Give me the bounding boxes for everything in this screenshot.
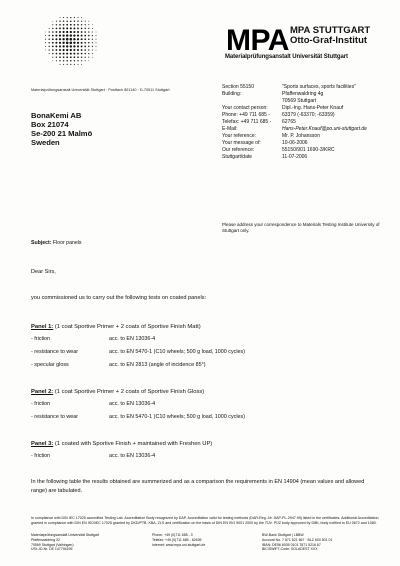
test-name: - resistance to wear (31, 414, 79, 420)
info-value: 70569 Stuttgart (282, 98, 317, 104)
info-label: Building: (222, 91, 242, 97)
logo-dot (84, 38, 86, 40)
logo-dot (88, 24, 89, 25)
test-name: - specular gloss (31, 362, 69, 368)
logo-dot (77, 42, 79, 44)
logo-dot (81, 31, 83, 33)
logo-dot (81, 24, 82, 25)
logo-dot (59, 31, 61, 33)
logo-dot (70, 24, 72, 26)
logo-dot (73, 42, 75, 44)
logo-dot (70, 17, 71, 18)
logo-dot (52, 60, 53, 61)
footer-contact (152, 533, 205, 547)
logo-dot (63, 31, 65, 33)
logo-dot (59, 35, 61, 37)
logo-dot (56, 53, 58, 55)
test-row (31, 349, 371, 357)
info-label: Stuttgart/date (222, 154, 253, 160)
logo-dot (55, 35, 57, 37)
panel-title: Panel 2: (31, 389, 54, 395)
test-standard: acc. to EN 2813 (angle of incidence 85°) (109, 362, 206, 368)
logo-dot (63, 60, 64, 61)
logo-dot (48, 42, 49, 43)
logo-dot (55, 42, 57, 44)
sender-address-line: Materialprüfungsanstalt Universität Stuttgart · Postfach 801140 · D-70511 Stuttgart (31, 88, 170, 92)
footer-line: Pfaffenwaldring 32 (31, 537, 60, 542)
logo-dot (77, 35, 79, 37)
logo-dot (92, 46, 93, 47)
logo-dot (66, 24, 68, 26)
logo-dot (81, 17, 82, 18)
logo-dot (55, 49, 57, 51)
intro-paragraph: you commissioned us to carry out the following tests on coated panels: (31, 295, 207, 301)
panel-heading (31, 324, 201, 331)
logo-dot (88, 42, 89, 43)
logo-dot (59, 45, 61, 47)
info-value: 62765 (282, 119, 296, 125)
test-name: - friction (31, 401, 51, 407)
mpa-logo-mark: MPA (226, 24, 289, 57)
logo-dot (88, 49, 89, 50)
logo-dot (59, 27, 61, 29)
logo-dot (81, 21, 82, 22)
panel-description: (1 coat Sportive Primer + 2 coats of Sportive Finish Gloss) (53, 389, 205, 395)
logo-dot (81, 42, 83, 44)
info-value: 10-06-2006 (282, 140, 308, 146)
logo-dot (77, 28, 79, 30)
info-row (222, 140, 392, 147)
footer-line: 70569 Stuttgart (Vaihingen) (31, 542, 74, 547)
info-value: Dipl.-Ing. Hans-Peter Knauf (282, 105, 344, 111)
logo-dot (88, 57, 89, 58)
logo-dot (81, 38, 83, 40)
info-value: Hans-Peter.Knauf@po.uni-stuttgart.de (282, 126, 367, 132)
footer-address (31, 533, 99, 552)
info-value: Pfaffenwaldring 4g (282, 91, 324, 97)
recipient-line: BonaKemi AB (31, 111, 82, 120)
logo-dot (77, 17, 78, 18)
logo-dot (55, 45, 57, 47)
logo-dot (81, 45, 83, 47)
logo-dot (84, 42, 86, 44)
logo-dot (59, 53, 61, 55)
logo-dot (52, 46, 54, 48)
footer-line: Account No. 7 871 521 667 · BLZ 600 501 01 (262, 537, 333, 542)
logo-dot (45, 42, 46, 43)
logo-dot (66, 45, 68, 47)
logo-dot (77, 31, 79, 33)
logo-dot (70, 34, 72, 36)
logo-dot (70, 20, 72, 22)
footer-line: IBAN: DE56 6005 0101 7871 5216 67 (262, 542, 321, 547)
logo-dot (84, 31, 86, 33)
info-label: Our reference: (222, 147, 255, 153)
logo-dot (77, 38, 79, 40)
logo-dot (84, 28, 85, 29)
logo-dot (77, 64, 78, 65)
logo-dot (49, 46, 50, 47)
logo-dot (45, 39, 46, 40)
logo-dot (59, 21, 60, 22)
logo-dot (59, 60, 60, 61)
logo-dot (84, 46, 86, 48)
logo-dot (62, 34, 64, 36)
test-row (31, 414, 371, 422)
logo-dot (74, 20, 75, 21)
accreditation-note: In compliance with DIN IEC 17025 accredited Testing Lab. Accreditation Body recognized by DAP. Accreditation valid for testing methods (DAR-Reg.-Nr. DAP-PL-2947.99) listed in the certificates. Additional Accreditation granted in compliance with DIN EN ISO/IEC 17025 granted by DKD/PTB, KBA, ZLS and certification on the basis of DIN EN ISO 9001 2000 by the TÜV. PÜZ body approved by DIBt, body notified to EU 0672 and 1080. (31, 516, 379, 525)
logo-dot (63, 56, 65, 58)
logo-dot (66, 34, 68, 36)
test-standard: acc. to EN 13036-4 (109, 453, 156, 459)
logo-dot (63, 53, 65, 55)
logo-dot (67, 17, 68, 18)
footer-line: USt.-ID-Nr. DE 147794196 (31, 547, 73, 552)
test-name: - friction (31, 336, 51, 342)
logo-dot (60, 17, 61, 18)
logo-dot (77, 24, 79, 26)
logo-dot (92, 28, 93, 29)
test-standard: acc. to EN 13036-4 (109, 401, 156, 407)
logo-dot (52, 28, 53, 29)
logo-dot (59, 38, 61, 40)
info-value: Mr. P. Johansson (282, 133, 320, 139)
logo-dot (66, 42, 69, 45)
logo-dot (92, 57, 93, 58)
logo-dot (85, 24, 86, 25)
logo-dot (85, 21, 86, 22)
logo-dot (52, 24, 53, 25)
logo-dot (52, 38, 54, 40)
logo-dot (73, 49, 75, 51)
info-row (222, 119, 392, 126)
logo-dot (52, 53, 53, 54)
info-row (222, 154, 392, 161)
logo-dot (56, 56, 57, 57)
logo-dot (49, 53, 50, 54)
logo-dot (56, 24, 57, 25)
logo-dot (55, 38, 57, 40)
logo-dot (85, 60, 86, 61)
logo-dot (96, 46, 97, 47)
panel-title: Panel 3: (31, 441, 54, 447)
logo-dot (55, 31, 57, 33)
recipient-address (31, 111, 201, 147)
logo-dot (52, 49, 54, 51)
institute-name: MPA STUTTGART (290, 25, 371, 36)
section-row (222, 84, 392, 91)
logo-dot (88, 35, 89, 36)
correspondence-note: Please address your correspondence to Materials Testing Institute University of Stuttgart only. (222, 222, 380, 233)
logo-dot (70, 45, 72, 47)
logo-dot (73, 27, 75, 29)
info-value: 63379 (-63370; -63359) (282, 112, 335, 118)
info-label: Your message of: (222, 140, 261, 146)
logo-dot (84, 53, 85, 54)
info-row (222, 105, 392, 112)
logo-dot (66, 49, 68, 51)
logo-dot (70, 38, 73, 41)
panel-title: Panel 1: (31, 324, 54, 330)
recipient-line: Box 21074 (31, 120, 69, 129)
logo-dot (59, 56, 61, 58)
logo-dot (48, 38, 49, 39)
info-label (222, 98, 282, 105)
institute-subname: Otto-Graf-Institut (290, 35, 368, 46)
footer-bank (262, 533, 332, 552)
salutation: Dear Sirs, (31, 269, 56, 275)
info-label: Telefax: +49 711 685 - (222, 119, 272, 125)
logo-dot (45, 46, 46, 47)
logo-dot (66, 27, 68, 29)
logo-dot (73, 34, 75, 36)
footer-line: Materialprüfungsanstalt Universität Stuttgart (31, 533, 100, 537)
logo-dot (96, 39, 97, 40)
logo-dot (70, 27, 72, 29)
logo-dot (74, 17, 75, 18)
logo-dot (59, 49, 61, 51)
info-label: Your reference: (222, 133, 257, 139)
logo-dot (84, 35, 86, 37)
logo-dot (66, 38, 69, 41)
logo-dot (52, 21, 53, 22)
logo-dot (96, 32, 97, 33)
info-row (222, 98, 392, 105)
logo-dot (88, 60, 89, 61)
logo-dot (73, 45, 75, 47)
logo-dot (88, 46, 89, 47)
footer-line: Phone: +49 (0)711 685 - 0 (152, 533, 193, 537)
logo-dot (49, 31, 50, 32)
logo-dot (77, 56, 79, 58)
info-label: Phone: +49 711 685 - (222, 112, 270, 118)
logo-dot (73, 31, 75, 33)
logo-dot (56, 21, 57, 22)
logo-dot (62, 38, 64, 40)
logo-dot (85, 57, 86, 58)
info-row (222, 133, 392, 140)
logo-dot (92, 31, 93, 32)
subject-line (31, 240, 81, 247)
logo-dot (70, 60, 72, 62)
logo-dot (70, 53, 72, 55)
logo-dot (81, 28, 83, 30)
logo-dot (74, 56, 76, 58)
logo-dot (73, 53, 75, 55)
logo-dot (81, 64, 82, 65)
logo-dot (70, 56, 72, 58)
logo-dot (88, 21, 89, 22)
logo-dot (88, 31, 89, 32)
panel-heading (31, 389, 204, 396)
logo-dot (66, 56, 68, 58)
logo-dot (60, 64, 61, 65)
logo-dot (59, 24, 61, 26)
logo-dot (92, 24, 93, 25)
logo-dot (73, 38, 75, 40)
logo-dot (88, 38, 89, 39)
info-label: Your contact person: (222, 105, 268, 111)
logo-dot (67, 64, 68, 65)
footer-line: Internet: www.mpa.uni-stuttgart.de (152, 542, 206, 547)
logo-dot (74, 24, 76, 26)
institute-fullname: Materialprüfungsanstalt Universität Stuttgart (225, 54, 348, 60)
logo-dot (84, 49, 86, 51)
test-name: - resistance to wear (31, 349, 79, 355)
info-row (222, 112, 392, 119)
subject-label: Subject: (31, 240, 52, 246)
panel-heading (31, 441, 212, 448)
logo-dot (77, 21, 78, 22)
info-label: E-Mail: (222, 126, 238, 132)
test-row (31, 336, 371, 344)
footer-line: BW-Bank Stuttgart | LBBW (262, 533, 304, 537)
logo-dot (62, 42, 64, 44)
logo-dot (96, 35, 97, 36)
logo-dot (74, 60, 75, 61)
info-row (222, 147, 392, 154)
section-label: Section 55150 (222, 84, 254, 90)
footer-line: BIC/SWIFT-Code: SOLADEST XXX (262, 547, 318, 552)
logo-dot (88, 28, 89, 29)
logo-dot (92, 42, 93, 43)
logo-dot (52, 57, 53, 58)
info-value: 55150/901 1690-3/KRC (282, 147, 335, 153)
footer-line: Telefax: +49 (0)711 685 - 62635 (152, 537, 202, 542)
logo-dot (77, 49, 79, 51)
logo-dot (77, 60, 78, 61)
logo-dot (63, 27, 65, 29)
logo-dot (49, 49, 50, 50)
panel-description: (1 coated with Sportive Finish + maintained with Freshen UP) (53, 441, 213, 447)
logo-dot (59, 42, 61, 44)
recipient-line: Sweden (31, 138, 60, 147)
logo-dot (63, 17, 64, 18)
logo-dot (81, 56, 82, 57)
logo-dot (81, 49, 83, 51)
test-row (31, 453, 371, 461)
logo-dot (70, 42, 73, 45)
logo-dot (62, 45, 64, 47)
section-value: "Sports surfaces, sports facilities" (282, 84, 356, 90)
panel-description: (1 coat Sportive Primer + 2 coats of Sportive Finish Matt) (53, 324, 201, 330)
logo-dot (52, 35, 54, 37)
logo-dot (96, 42, 97, 43)
mpa-dot-logo (40, 12, 102, 70)
logo-dot (66, 20, 68, 22)
test-name: - friction (31, 453, 51, 459)
test-row (31, 401, 371, 409)
logo-dot (63, 49, 65, 51)
logo-dot (63, 24, 65, 26)
info-row (222, 126, 392, 133)
logo-dot (45, 32, 46, 33)
closing-paragraph: In the following table the results obtained are summerized and as a comparison the requirements in EN 14904 (mean values and allowed range) are tabulated. (31, 479, 365, 494)
logo-dot (49, 28, 50, 29)
logo-dot (92, 49, 93, 50)
test-standard: acc. to EN 5470-1 (C10 wheels; 500 g load, 1000 cycles) (109, 349, 246, 355)
info-value: 11-07-2006 (282, 154, 308, 160)
logo-dot (92, 39, 93, 40)
logo-dot (52, 42, 54, 44)
logo-dot (77, 53, 79, 55)
logo-dot (96, 50, 97, 51)
logo-dot (81, 35, 83, 37)
info-rows (222, 91, 392, 161)
logo-dot (81, 60, 82, 61)
logo-dot (63, 20, 64, 21)
logo-dot (63, 64, 64, 65)
logo-dot (45, 35, 46, 36)
logo-dot (70, 49, 72, 51)
test-standard: acc. to EN 13036-4 (109, 336, 156, 342)
logo-dot (74, 64, 75, 65)
logo-dot (88, 53, 89, 54)
reference-info-block (222, 84, 392, 161)
logo-dot (92, 35, 93, 36)
logo-dot (45, 50, 46, 51)
test-row (31, 362, 371, 370)
recipient-line: Se-200 21 Malmö (31, 129, 93, 138)
logo-dot (66, 31, 68, 33)
logo-dot (92, 53, 93, 54)
logo-dot (81, 53, 83, 55)
logo-dot (70, 64, 71, 65)
logo-dot (70, 31, 72, 33)
logo-dot (56, 28, 58, 30)
logo-dot (77, 45, 79, 47)
info-row (222, 91, 392, 98)
subject-value: Floor panels (52, 240, 82, 246)
logo-dot (66, 53, 68, 55)
logo-dot (56, 60, 57, 61)
test-standard: acc. to EN 5470-1 (C10 wheels; 500 g load, 1000 cycles) (109, 414, 246, 420)
logo-dot (66, 60, 68, 62)
logo-dot (49, 35, 50, 36)
logo-dot (52, 31, 54, 33)
